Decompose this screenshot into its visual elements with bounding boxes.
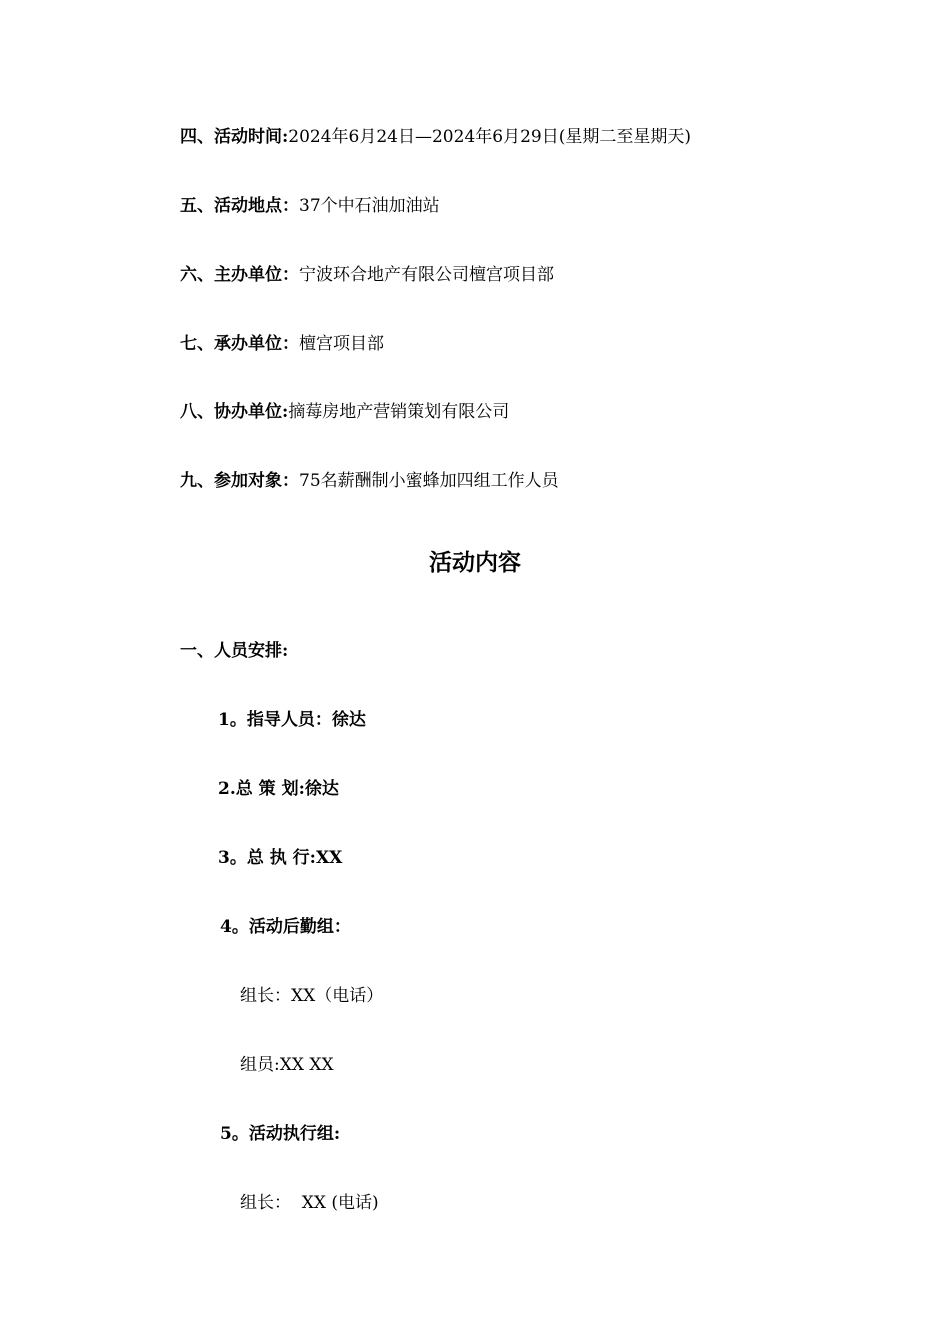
staff-item-logistics-leader: 组长：XX（电话） xyxy=(240,986,384,1006)
staff-item-advisor: 1。指导人员：徐达 xyxy=(218,710,366,730)
staff-item-logistics-group: 4。活动后勤组： xyxy=(220,917,351,937)
info-value: 摘莓房地产营销策划有限公司 xyxy=(288,402,510,422)
info-value: 75名薪酬制小蜜蜂加四组工作人员 xyxy=(299,471,559,491)
info-line-location xyxy=(180,194,440,218)
info-line-undertaker xyxy=(180,332,384,356)
info-value: 宁波环合地产有限公司檀宫项目部 xyxy=(299,265,554,285)
info-label: 四、活动时间: xyxy=(180,127,289,147)
info-label: 五、活动地点： xyxy=(180,196,299,216)
info-label: 九、参加对象： xyxy=(180,471,299,491)
info-line-participants xyxy=(180,469,559,493)
info-line-organizer xyxy=(180,263,554,287)
info-value: 2024年6月24日—2024年6月29日(星期二至星期天) xyxy=(288,127,691,147)
staff-item-logistics-members: 组员:XX XX xyxy=(240,1055,334,1075)
info-line-time xyxy=(180,125,691,149)
staff-item-execution-group: 5。活动执行组: xyxy=(220,1124,341,1144)
info-label: 八、协办单位: xyxy=(180,402,289,422)
section-title: 活动内容 xyxy=(429,549,521,576)
info-value: 37个中石油加油站 xyxy=(299,196,440,216)
staff-heading: 一、人员安排: xyxy=(180,641,289,661)
staff-item-chief-executive: 3。总 执 行:XX xyxy=(218,848,343,868)
info-value: 檀宫项目部 xyxy=(299,334,384,354)
info-line-co-organizer xyxy=(180,400,509,424)
info-label: 七、承办单位： xyxy=(180,334,299,354)
staff-item-execution-leader: 组长： XX (电话) xyxy=(240,1193,379,1213)
info-label: 六、主办单位： xyxy=(180,265,299,285)
staff-item-chief-planner: 2.总 策 划:徐达 xyxy=(218,779,339,799)
